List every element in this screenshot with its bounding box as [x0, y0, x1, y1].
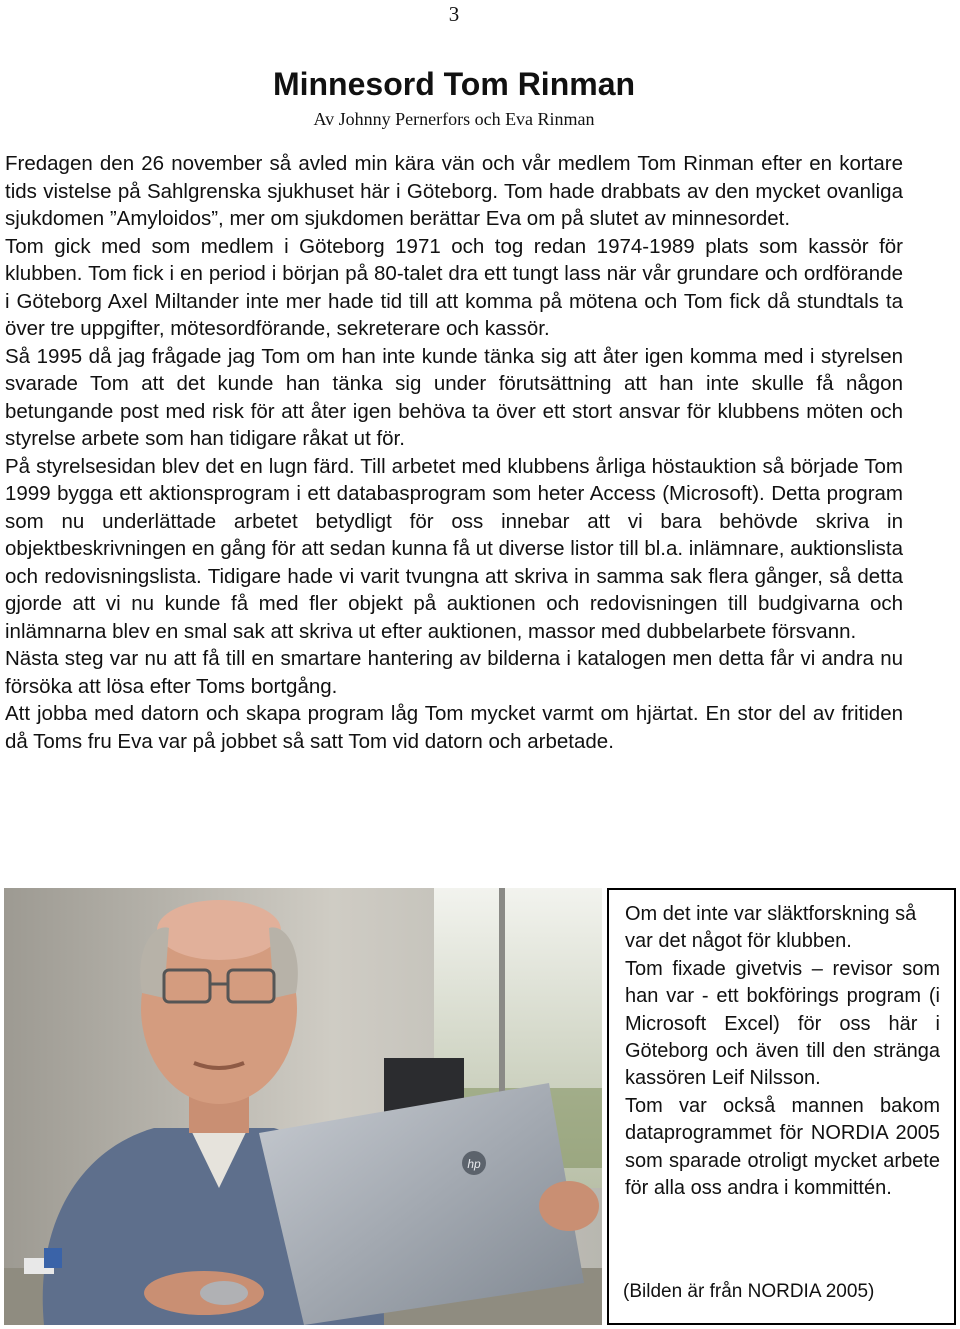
article-paragraph: Så 1995 då jag frågade jag Tom om han inte kunde tänka sig att åter igen komma med i styrelsen svarade Tom att det kunde han tänka sig under förutsättning att han inte skulle få någon betungande post med risk för att åter igen behöva ta över ett stort ansvar för klubbens möten och styrelse arbete som han tidigare råkat ut för.	[5, 344, 903, 450]
sidebar-paragraph: Tom fixade givetvis – revisor som han var - ett bokförings program (i Microsoft Excel) för oss här i Göteborg och även till den stränga kassören Leif Nilsson.	[625, 957, 940, 1090]
article-paragraph: På styrelsesidan blev det en lugn färd. Till arbetet med klubbens årliga höstauktion så började Tom 1999 bygga ett aktionsprogram i ett databasprogram som heter Access (Microsoft). Detta program som nu underlättade arbetet betydligt för oss innebar att vi bara behövde skriva in objektbeskrivningen en gång för att sedan kunna få ut diverse listor till bl.a. inlämnare, auktionslista och redovisningslista. Tidigare hade vi varit tvungna att skriva in samma sak flera gånger, så detta gjorde att vi nu kunde få med fler objekt på auktionen och redovisningen till budgivarna och inlämnarna blev en smal sak att skriva ut efter auktionen, massor med dubbelarbete försvann.	[5, 454, 903, 643]
article-paragraph: Nästa steg var nu att få till en smartare hantering av bilderna i katalogen men detta får vi andra nu försöka att lösa efter Toms bortgång.	[5, 647, 903, 698]
sidebar-box	[607, 888, 956, 1325]
sidebar-paragraph: Tom var också mannen bakom dataprogrammet för NORDIA 2005 som sparade otroligt mycket arbete för alla oss andra i kommittén.	[625, 1094, 940, 1200]
article-body	[5, 150, 903, 755]
sidebar-paragraph: Om det inte var släktforskning så var det något för klubben.	[625, 903, 917, 953]
photo-caption: (Bilden är från NORDIA 2005)	[623, 1281, 875, 1302]
hp-logo-text: hp	[467, 1157, 481, 1171]
portrait-photo	[4, 888, 602, 1325]
article-title: Minnesord Tom Rinman	[272, 66, 636, 102]
article-byline: Av Johnny Pernerfors och Eva Rinman	[313, 109, 595, 129]
page-number: 3	[448, 2, 460, 26]
article-paragraph: Fredagen den 26 november så avled min kära vän och vår medlem Tom Rinman efter en kortare tids vistelse på Sahlgrenska sjukhuset här i Göteborg. Tom hade drabbats av den mycket ovanliga sjukdomen ”Amyloidos”, mer om sjukdomen berättar Eva om på slutet av minnesordet.	[5, 152, 903, 230]
article-paragraph: Tom gick med som medlem i Göteborg 1971 och tog redan 1974-1989 plats som kassör för klubben. Tom fick i en period i början på 80-talet dra ett tungt lass när vår grundare och ordförande i Göteborg Axel Miltander inte mer hade tid till att komma på mötena och Tom fick då stundtals ta över tre uppgifter, mötesordförande, sekreterare och kassör.	[5, 234, 903, 340]
article-paragraph: Att jobba med datorn och skapa program låg Tom mycket varmt om hjärtat. En stor del av fritiden då Toms fru Eva var på jobbet så satt Tom vid datorn och arbetade.	[5, 702, 903, 753]
